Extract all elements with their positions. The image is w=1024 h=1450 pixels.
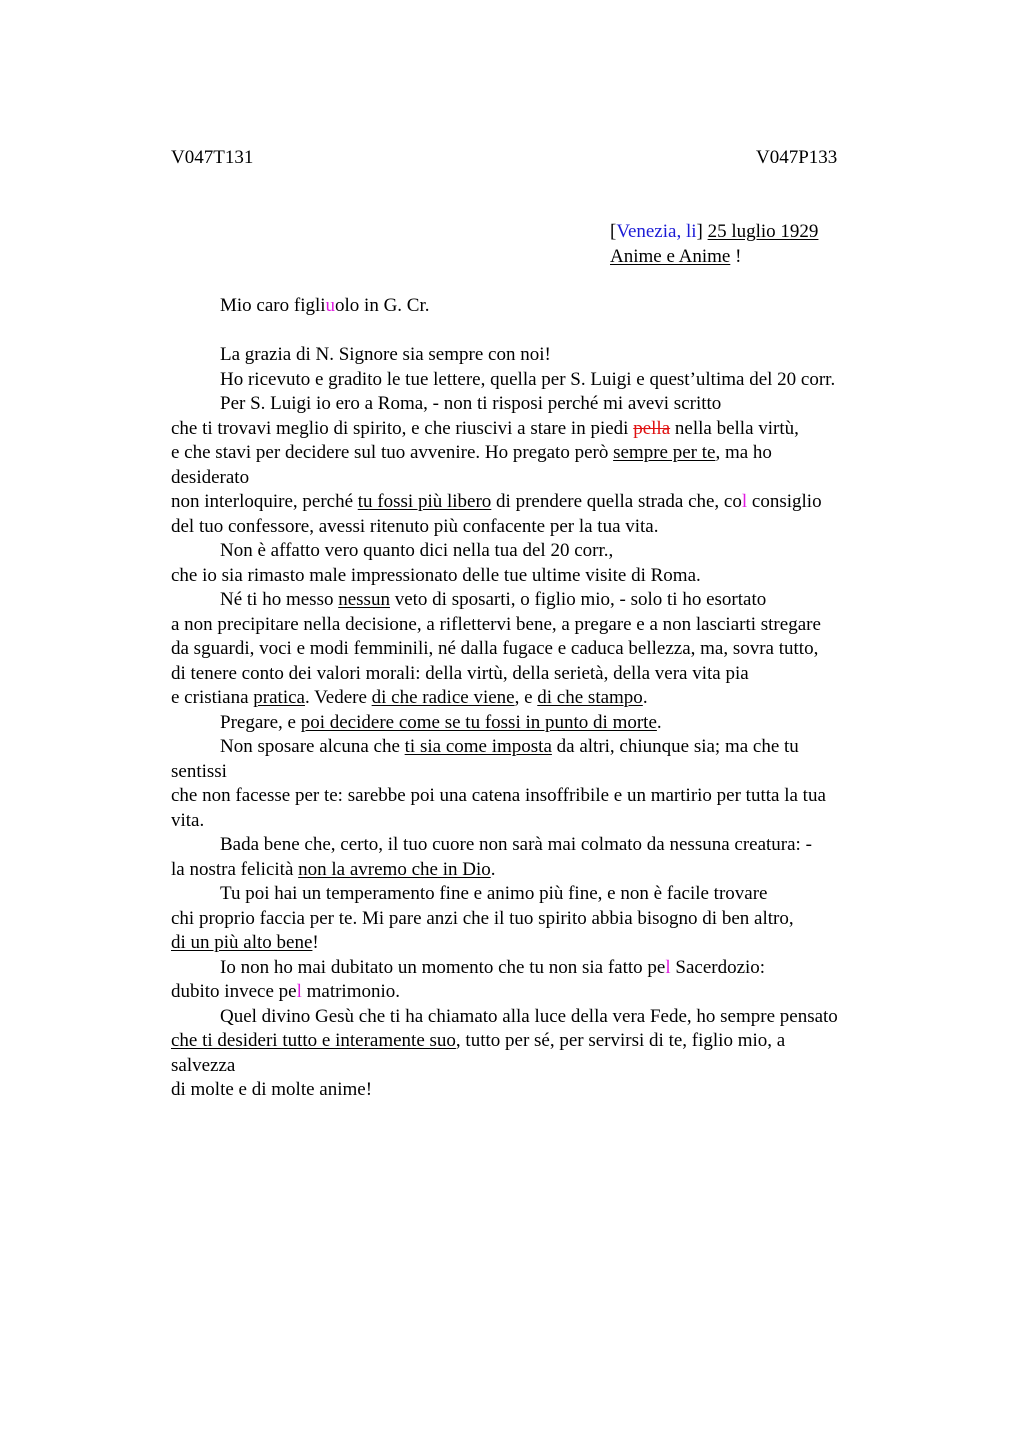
paragraph-line: Non è affatto vero quanto dici nella tua del 20 corr., bbox=[220, 540, 614, 561]
paragraph-line: La grazia di N. Signore sia sempre con noi! bbox=[220, 344, 551, 365]
paragraph-line: Io non ho mai dubitato un momento che tu non sia fatto pel Sacerdozio: bbox=[220, 956, 766, 978]
paragraph-line: Quel divino Gesù che ti ha chiamato alla luce della vera Fede, ho sempre pensato bbox=[220, 1005, 838, 1027]
motto-text: Anime e Anime bbox=[610, 245, 731, 267]
salutation: Mio caro figliuolo in G. Cr. bbox=[220, 295, 430, 316]
paragraph-line: e cristiana pratica. Vedere di che radice viene, e di che stampo. bbox=[171, 687, 648, 708]
document-code-right: V047P133 bbox=[756, 147, 838, 168]
letter-body bbox=[171, 294, 901, 1103]
correction-mark: l bbox=[741, 491, 748, 512]
paragraph-line: Tu poi hai un temperamento fine e animo più fine, e non è facile trovare bbox=[220, 883, 768, 904]
paragraph-line: desiderato bbox=[171, 466, 250, 488]
paragraph-line: chi proprio faccia per te. Mi pare anzi che il tuo spirito abbia bisogno di ben altro, bbox=[171, 907, 794, 929]
place-text: Venezia, li bbox=[616, 221, 697, 242]
deleted-word: pella bbox=[633, 417, 671, 439]
paragraph-line: vita. bbox=[171, 809, 205, 831]
paragraph-line: Per S. Luigi io ero a Roma, - non ti risposi perché mi avevi scritto bbox=[220, 393, 722, 414]
correction-mark: l bbox=[296, 981, 302, 1002]
paragraph-line: di molte e di molte anime! bbox=[171, 1079, 373, 1100]
paragraph-line: che io sia rimasto male impressionato delle tue ultime visite di Roma. bbox=[171, 564, 701, 586]
date-line: [Venezia, li] 25 luglio 1929 bbox=[610, 221, 819, 242]
paragraph-line: non interloquire, perché tu fossi più libero di prendere quella strada che, col consiglio bbox=[171, 491, 822, 512]
paragraph-line: che ti desideri tutto e interamente suo, tutto per sé, per servirsi di te, figlio mio, a bbox=[171, 1030, 786, 1051]
paragraph-line: che ti trovavi meglio di spirito, e che riuscivi a stare in piedi pella nella bella virtù, bbox=[171, 417, 799, 439]
date-text: 25 luglio 1929 bbox=[707, 221, 819, 242]
paragraph-line: sentissi bbox=[171, 760, 227, 782]
motto-line: Anime e Anime ! bbox=[610, 245, 742, 267]
document-code-left: V047T131 bbox=[171, 147, 254, 168]
correction-mark: u bbox=[325, 295, 336, 316]
paragraph-line: Pregare, e poi decidere come se tu fossi in punto di morte. bbox=[220, 711, 662, 733]
paragraph-line: Bada bene che, certo, il tuo cuore non sarà mai colmato da nessuna creatura: - bbox=[220, 834, 812, 855]
paragraph-line: Non sposare alcuna che ti sia come imposta da altri, chiunque sia; ma che tu bbox=[220, 736, 799, 757]
paragraph-line: e che stavi per decidere sul tuo avvenire. Ho pregato però sempre per te, ma ho bbox=[171, 442, 772, 463]
paragraph-line: dubito invece pel matrimonio. bbox=[171, 981, 401, 1002]
paragraph-line: di un più alto bene! bbox=[171, 932, 319, 953]
paragraph-line: la nostra felicità non la avremo che in Dio. bbox=[171, 858, 496, 880]
paragraph-line: che non facesse per te: sarebbe poi una catena insoffribile e un martirio per tutta la tua bbox=[171, 785, 826, 806]
paragraph-line: Ho ricevuto e gradito le tue lettere, quella per S. Luigi e quest’ultima del 20 corr. bbox=[220, 368, 836, 390]
paragraph-line: a non precipitare nella decisione, a riflettervi bene, a pregare e a non lasciarti stregare bbox=[171, 613, 821, 635]
paragraph-line: salvezza bbox=[171, 1054, 236, 1076]
paragraph-line: Né ti ho messo nessun veto di sposarti, o figlio mio, - solo ti ho esortato bbox=[220, 589, 767, 610]
date-block bbox=[610, 220, 818, 269]
paragraph-line: del tuo confessore, avessi ritenuto più confacente per la tua vita. bbox=[171, 515, 659, 537]
paragraph-line: da sguardi, voci e modi femminili, né dalla fugace e caduca bellezza, ma, sovra tutto, bbox=[171, 638, 819, 659]
paragraph-line: di tenere conto dei valori morali: della virtù, della serietà, della vera vita pia bbox=[171, 662, 749, 684]
correction-mark: l bbox=[665, 956, 671, 978]
